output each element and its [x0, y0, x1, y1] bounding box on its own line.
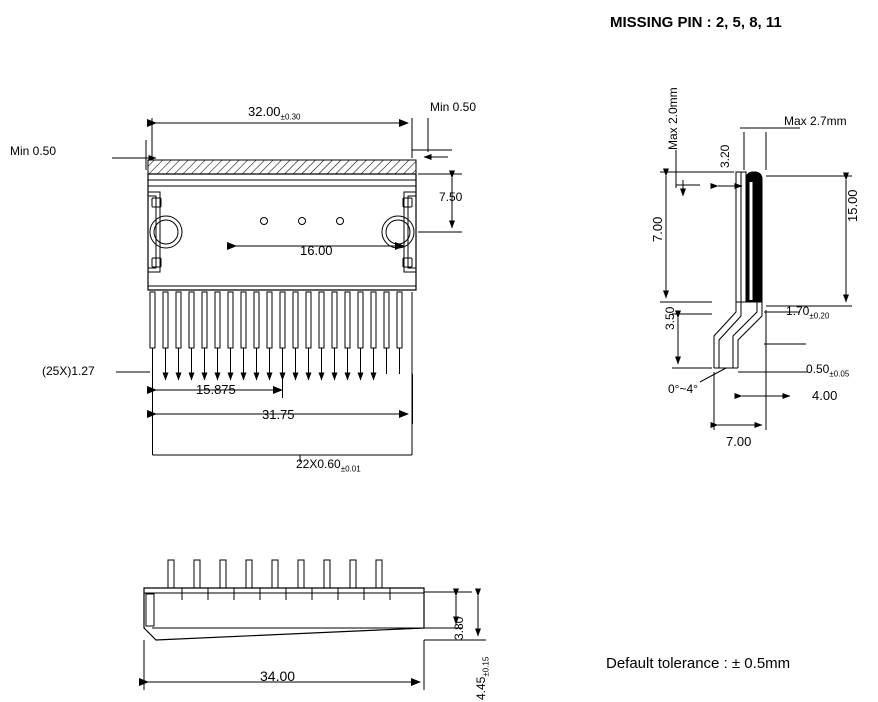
dim-top-min-right: Min 0.50 [430, 100, 477, 114]
dim-top-pitch: (25X)1.27 [42, 364, 95, 378]
dim-top-body-height: 7.50 [439, 190, 463, 204]
note-missing-pin: MISSING PIN : 2, 5, 8, 11 [610, 14, 782, 31]
dim-top-span-full: 31.75 [262, 407, 295, 422]
dim-side-foot-length: 4.00 [812, 388, 838, 403]
dim-side-lead-drop: 3.50 [663, 306, 677, 330]
dim-top-center: 16.00 [300, 243, 333, 258]
dim-side-tab: 3.20 [718, 144, 732, 168]
dim-bottom-outer-height: $4.45_{\pm 0.15}$ [474, 656, 491, 700]
dim-side-lead-thickness: $1.70_{\pm 0.20}$ [786, 304, 830, 321]
dim-side-max-thickness: Max 2.0mm [666, 87, 680, 150]
dim-bottom-width: 34.00 [260, 668, 296, 684]
dim-side-angle: 0°~4° [668, 382, 698, 396]
dim-top-total-width: $32.00_{\pm 0.30}$ [248, 104, 301, 122]
dim-top-span-half: 15.875 [196, 382, 236, 397]
dim-side-foot-thickness: $0.50_{\pm 0.05}$ [806, 362, 850, 379]
dim-top-min-left: Min 0.50 [10, 144, 57, 158]
dim-side-base: 7.00 [726, 434, 752, 449]
dim-bottom-inner-height: 3.80 [452, 616, 466, 640]
dim-side-max-depth: Max 2.7mm [784, 114, 847, 128]
note-default-tolerance: Default tolerance : ± 0.5mm [606, 655, 791, 672]
dim-top-lead-width: $22X0.60_{\pm 0.01}$ [296, 457, 361, 474]
dim-side-body-height: 7.00 [650, 216, 665, 242]
dim-side-overall-height: 15.00 [845, 189, 860, 222]
